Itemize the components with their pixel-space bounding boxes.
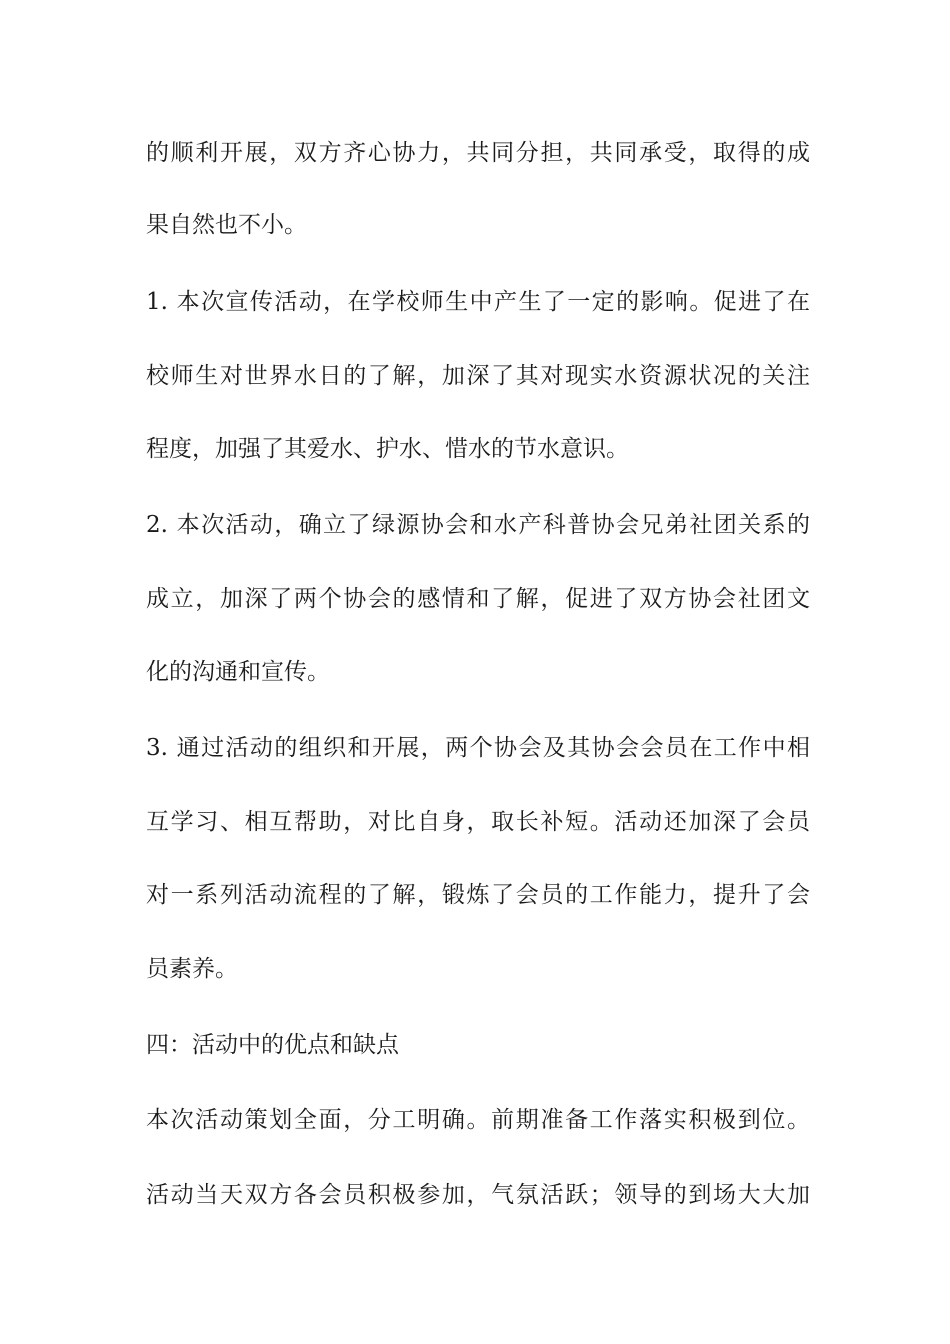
paragraph-line: 互学习、相互帮助，对比自身，取长补短。活动还加深了会员 — [146, 809, 810, 835]
paragraph-line: 校师生对世界水日的了解，加深了其对现实水资源状况的关注 — [146, 363, 810, 389]
paragraph-line: 对一系列活动流程的了解，锻炼了会员的工作能力，提升了会 — [146, 882, 810, 908]
paragraph-line: 化的沟通和宣传。 — [146, 659, 330, 685]
list-item-line: 1. 本次宣传活动，在学校师生中产生了一定的影响。促进了在 — [146, 289, 810, 315]
paragraph-line: 本次活动策划全面，分工明确。前期准备工作落实积极到位。 — [146, 1107, 810, 1133]
list-item-line: 3. 通过活动的组织和开展，两个协会及其协会会员在工作中相 — [146, 735, 810, 761]
paragraph-line: 员素养。 — [146, 956, 238, 982]
paragraph-line: 果自然也不小。 — [146, 212, 307, 238]
section-heading: 四：活动中的优点和缺点 — [146, 1032, 399, 1058]
paragraph-line: 活动当天双方各会员积极参加，气氛活跃；领导的到场大大加 — [146, 1182, 810, 1208]
list-item-line: 2. 本次活动，确立了绿源协会和水产科普协会兄弟社团关系的 — [146, 512, 810, 538]
paragraph-line: 的顺利开展，双方齐心协力，共同分担，共同承受，取得的成 — [146, 140, 810, 166]
paragraph-line: 成立，加深了两个协会的感情和了解，促进了双方协会社团文 — [146, 586, 810, 612]
paragraph-line: 程度，加强了其爱水、护水、惜水的节水意识。 — [146, 436, 629, 462]
